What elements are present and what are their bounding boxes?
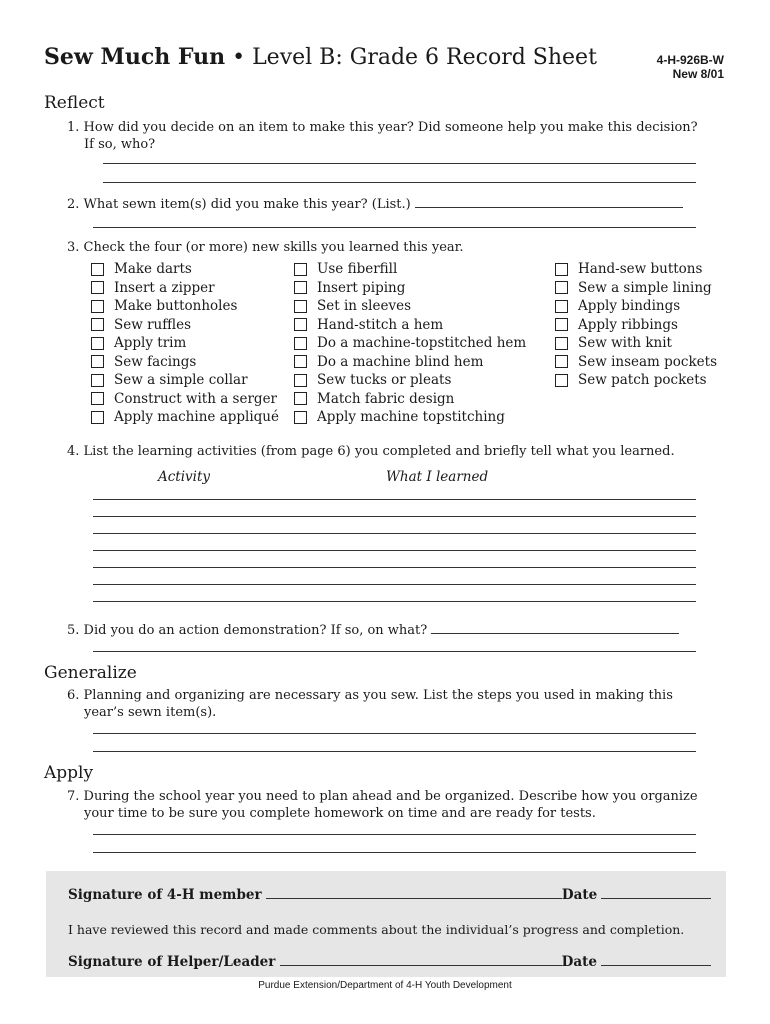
form-code-block — [657, 53, 724, 81]
leader-date-line[interactable] — [601, 964, 711, 966]
checkbox[interactable] — [91, 263, 104, 276]
checkbox[interactable] — [555, 263, 568, 276]
form-date: New 8/01 — [672, 67, 724, 81]
question-3: 3. Check the four (or more) new skills you learned this year. — [67, 240, 464, 255]
checkbox[interactable] — [555, 281, 568, 294]
question-6-text-cont: year’s sewn item(s). — [84, 705, 217, 720]
skill-checkbox-item[interactable] — [555, 334, 717, 353]
question-5-text: 5. Did you do an action demonstration? If so, on what? — [67, 623, 428, 638]
answer-line[interactable] — [103, 182, 696, 183]
member-signature-label: Signature of 4-H member — [68, 887, 262, 903]
answer-line[interactable] — [93, 516, 696, 517]
skill-checkbox-item[interactable] — [294, 334, 526, 353]
section-reflect: Reflect — [44, 93, 105, 113]
checkbox[interactable] — [91, 411, 104, 424]
skill-label: Make darts — [114, 261, 192, 278]
skills-column-1 — [91, 260, 279, 427]
skill-label: Apply ribbings — [578, 316, 678, 333]
page-title — [44, 44, 597, 70]
leader-signature-label: Signature of Helper/Leader — [68, 954, 276, 970]
skill-label: Insert a zipper — [114, 279, 215, 296]
review-statement: I have reviewed this record and made comments about the individual’s progress and completion. — [68, 922, 685, 937]
checkbox[interactable] — [294, 263, 307, 276]
skill-label: Do a machine-topstitched hem — [317, 335, 527, 352]
section-apply: Apply — [44, 763, 94, 783]
answer-line[interactable] — [93, 733, 696, 734]
answer-line[interactable] — [93, 499, 696, 500]
skill-label: Use fiberfill — [317, 261, 398, 278]
skill-checkbox-item[interactable] — [294, 279, 526, 298]
question-2-text: 2. What sewn item(s) did you make this year? (List.) — [67, 197, 411, 212]
question-1-text-cont: If so, who? — [84, 137, 156, 152]
answer-line[interactable] — [93, 584, 696, 585]
checkbox[interactable] — [555, 374, 568, 387]
checkbox[interactable] — [294, 318, 307, 331]
skill-label: Set in sleeves — [317, 298, 412, 315]
skill-label: Make buttonholes — [114, 298, 238, 315]
leader-date-label: Date — [561, 954, 597, 970]
skill-label: Sew facings — [114, 353, 197, 370]
skill-label: Construct with a serger — [114, 390, 278, 407]
skills-column-3 — [555, 260, 717, 390]
skill-label: Sew with knit — [578, 335, 672, 352]
answer-line[interactable] — [415, 206, 683, 208]
skill-checkbox-item[interactable] — [91, 297, 279, 316]
checkbox[interactable] — [294, 411, 307, 424]
skill-checkbox-item[interactable] — [294, 408, 526, 427]
member-signature-line[interactable] — [266, 897, 562, 899]
checkbox[interactable] — [555, 318, 568, 331]
answer-line[interactable] — [93, 751, 696, 752]
section-generalize: Generalize — [44, 663, 137, 683]
checkbox[interactable] — [555, 355, 568, 368]
skill-checkbox-item[interactable] — [91, 390, 279, 409]
checkbox[interactable] — [294, 281, 307, 294]
skills-column-2 — [294, 260, 526, 427]
question-7-text: 7. During the school year you need to plan ahead and be organized. Describe how you organize — [67, 789, 698, 804]
checkbox[interactable] — [91, 281, 104, 294]
skill-label: Sew a simple lining — [578, 279, 712, 296]
question-5 — [67, 622, 722, 639]
skill-checkbox-item[interactable] — [294, 353, 526, 372]
skill-label: Hand-stitch a hem — [317, 316, 444, 333]
skill-checkbox-item[interactable] — [555, 260, 717, 279]
checkbox[interactable] — [294, 374, 307, 387]
answer-line[interactable] — [93, 834, 696, 835]
answer-line[interactable] — [93, 533, 696, 534]
skill-checkbox-item[interactable] — [294, 260, 526, 279]
skill-checkbox-item[interactable] — [91, 279, 279, 298]
skill-label: Apply machine topstitching — [317, 409, 505, 426]
checkbox[interactable] — [294, 392, 307, 405]
checkbox[interactable] — [91, 355, 104, 368]
skill-label: Hand-sew buttons — [578, 261, 703, 278]
title-bold: Sew Much Fun — [44, 44, 226, 70]
leader-signature-line[interactable] — [280, 964, 562, 966]
member-date-label: Date — [561, 887, 598, 903]
answer-line[interactable] — [93, 651, 696, 652]
skill-checkbox-item[interactable] — [555, 316, 717, 335]
skill-label: Sew inseam pockets — [578, 353, 718, 370]
skill-checkbox-item[interactable] — [294, 297, 526, 316]
checkbox[interactable] — [294, 300, 307, 313]
skill-label: Insert piping — [317, 279, 406, 296]
checkbox[interactable] — [294, 337, 307, 350]
skill-checkbox-item[interactable] — [91, 371, 279, 390]
skill-checkbox-item[interactable] — [555, 279, 717, 298]
checkbox[interactable] — [91, 318, 104, 331]
skill-checkbox-item[interactable] — [294, 371, 526, 390]
answer-line[interactable] — [431, 632, 679, 634]
skill-checkbox-item[interactable] — [555, 297, 717, 316]
question-2 — [67, 196, 722, 213]
question-6 — [67, 687, 722, 721]
skill-checkbox-item[interactable] — [91, 408, 279, 427]
column-header-activity: Activity — [158, 469, 211, 485]
member-signature-row — [68, 887, 711, 903]
leader-signature-row — [68, 954, 711, 970]
answer-line[interactable] — [93, 601, 696, 602]
checkbox[interactable] — [91, 374, 104, 387]
member-date-line[interactable] — [601, 897, 711, 899]
answer-line[interactable] — [93, 550, 696, 551]
footer-credit: Purdue Extension/Department of 4-H Youth Development — [258, 980, 512, 991]
skill-label: Sew a simple collar — [114, 372, 248, 389]
skill-checkbox-item[interactable] — [555, 353, 717, 372]
skill-checkbox-item[interactable] — [294, 316, 526, 335]
skill-label: Apply trim — [114, 335, 187, 352]
answer-line[interactable] — [103, 163, 696, 164]
skill-label: Do a machine blind hem — [317, 353, 484, 370]
question-7 — [67, 788, 722, 822]
skill-label: Sew patch pockets — [578, 372, 707, 389]
checkbox[interactable] — [91, 337, 104, 350]
checkbox[interactable] — [294, 355, 307, 368]
title-rest: • Level B: Grade 6 Record Sheet — [225, 45, 597, 70]
column-header-learned: What I learned — [386, 469, 489, 485]
checkbox[interactable] — [555, 300, 568, 313]
skill-checkbox-item[interactable] — [555, 371, 717, 390]
signature-panel — [46, 871, 726, 977]
checkbox[interactable] — [91, 300, 104, 313]
answer-line[interactable] — [93, 227, 696, 228]
checkbox[interactable] — [555, 337, 568, 350]
question-1-text: 1. How did you decide on an item to make this year? Did someone help you make this decision? — [67, 120, 698, 135]
answer-line[interactable] — [93, 852, 696, 853]
skill-label: Apply machine appliqué — [114, 409, 279, 426]
form-code: 4-H-926B-W — [656, 53, 724, 67]
skill-checkbox-item[interactable] — [91, 260, 279, 279]
skill-checkbox-item[interactable] — [294, 390, 526, 409]
question-7-text-cont: your time to be sure you complete homework on time and are ready for tests. — [84, 806, 596, 821]
skill-checkbox-item[interactable] — [91, 353, 279, 372]
answer-line[interactable] — [93, 567, 696, 568]
question-6-text: 6. Planning and organizing are necessary as you sew. List the steps you used in making this — [67, 688, 673, 703]
skill-label: Sew ruffles — [114, 316, 192, 333]
checkbox[interactable] — [91, 392, 104, 405]
skill-label: Sew tucks or pleats — [317, 372, 452, 389]
question-4: 4. List the learning activities (from page 6) you completed and briefly tell what you learned. — [67, 444, 675, 459]
skill-checkbox-item[interactable] — [91, 316, 279, 335]
question-1 — [67, 119, 722, 153]
skill-checkbox-item[interactable] — [91, 334, 279, 353]
skill-label: Apply bindings — [578, 298, 681, 315]
skill-label: Match fabric design — [317, 390, 455, 407]
